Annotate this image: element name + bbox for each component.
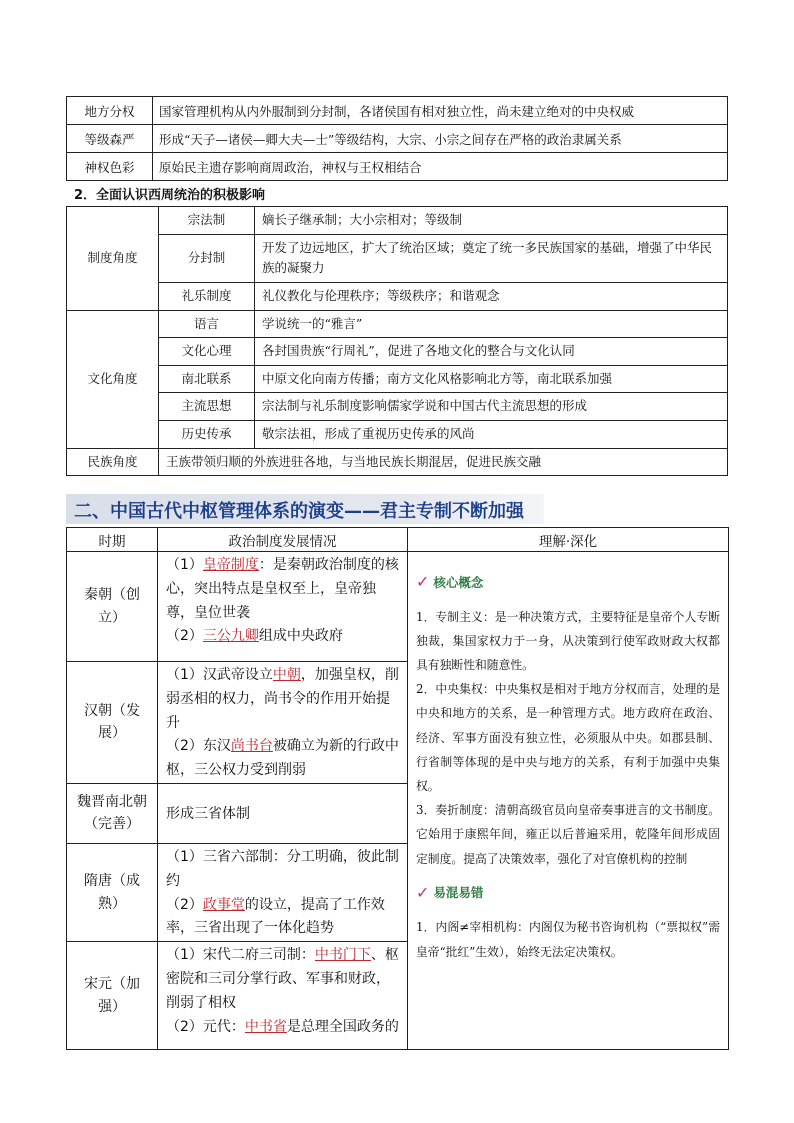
politics-line bbox=[166, 554, 399, 625]
content-cell: 嫡长子继承制；大小宗相对；等级制 bbox=[255, 207, 728, 235]
politics-line bbox=[166, 625, 399, 649]
content-cell: 敬宗法祖，形成了重视历史传承的风尚 bbox=[255, 421, 728, 449]
subcategory-cell: 宗法制 bbox=[159, 207, 255, 235]
heading-text: 核心概念 bbox=[433, 574, 484, 590]
line-text: 的设立，提高了工作效率，三省出现了一体化趋势 bbox=[166, 896, 385, 937]
header-politics: 政治制度发展情况 bbox=[158, 528, 408, 552]
line-text: （2）元代： bbox=[166, 1018, 245, 1035]
table-row bbox=[67, 552, 729, 662]
content-cell: 王族带领归顺的外族进驻各地，与当地民族长期混居，促进民族交融 bbox=[159, 448, 728, 476]
content-cell: 学说统一的“雅言” bbox=[255, 310, 728, 338]
subcategory-cell: 语言 bbox=[159, 310, 255, 338]
concept-item: 1．专制主义：是一种决策方式，主要特征是皇帝个人专断独裁，集国家权力于一身，从决策到行使军政财政大权都具有独断性和随意性。 bbox=[416, 609, 720, 673]
keyword: 中书省 bbox=[244, 1018, 287, 1035]
subcategory-cell: 主流思想 bbox=[159, 393, 255, 421]
line-text: （1）汉武帝设立 bbox=[166, 667, 273, 683]
evolution-table bbox=[66, 527, 729, 1050]
table-row bbox=[67, 448, 728, 476]
feature-value: 形成“天子—诸侯—卿大夫—士”等级结构，大宗、小宗之间存在严格的政治隶属关系 bbox=[153, 125, 728, 153]
header-row bbox=[67, 528, 729, 552]
line-text: （2） bbox=[166, 628, 203, 645]
politics-line bbox=[166, 846, 399, 894]
politics-cell bbox=[158, 783, 408, 843]
table-row bbox=[67, 365, 728, 393]
feature-key: 地方分权 bbox=[67, 97, 153, 125]
subcategory-cell: 历史传承 bbox=[159, 421, 255, 449]
table-row bbox=[67, 338, 728, 366]
header-deep: 理解·深化 bbox=[408, 528, 729, 552]
period-cell: 魏晋南北朝（完善） bbox=[67, 783, 158, 843]
line-text: （1）三省六部制：分工明确，彼此制约 bbox=[166, 848, 399, 889]
feature-value: 原始民主遗存影响商周政治，神权与王权相结合 bbox=[153, 153, 728, 181]
line-text: 被确立为新的行政中枢，三公权力受到削弱 bbox=[166, 738, 399, 779]
subcategory-cell: 文化心理 bbox=[159, 338, 255, 366]
politics-cell bbox=[158, 942, 408, 1050]
line-text: 形成三省体制 bbox=[166, 805, 250, 822]
influence-table bbox=[66, 206, 728, 476]
politics-cell bbox=[158, 843, 408, 941]
period-cell: 秦朝（创立） bbox=[67, 552, 158, 662]
politics-line bbox=[166, 735, 399, 783]
politics-line bbox=[166, 944, 399, 1015]
keyword: 中朝 bbox=[272, 667, 301, 683]
line-text: （2）东汉 bbox=[166, 738, 231, 755]
table-row bbox=[67, 97, 728, 125]
content-cell: 开发了边远地区，扩大了统治区域；奠定了统一多民族国家的基础，增强了中华民族的凝聚力 bbox=[255, 234, 728, 282]
keyword: 三公九卿 bbox=[202, 628, 259, 645]
subcategory-cell: 礼乐制度 bbox=[159, 282, 255, 310]
line-text: ：是秦朝政治制度的核心，突出特点是皇权至上，皇帝独尊，皇位世袭 bbox=[166, 557, 399, 621]
category-cell: 制度角度 bbox=[67, 207, 159, 311]
content-cell: 中原文化向南方传播；南方文化风格影响北方等，南北联系加强 bbox=[255, 365, 728, 393]
content-cell: 宗法制与礼乐制度影响儒家学说和中国古代主流思想的形成 bbox=[255, 393, 728, 421]
period-cell: 汉朝（发展） bbox=[67, 662, 158, 784]
politics-cell bbox=[158, 662, 408, 784]
confusion-item: 1．内阁≠宰相机构：内阁仅为秘书咨询机构（“票拟权”需皇帝“批红”生效），始终无法定决策权。 bbox=[416, 920, 720, 959]
politics-line bbox=[166, 1016, 399, 1040]
feature-key: 神权色彩 bbox=[67, 153, 153, 181]
politics-line bbox=[166, 664, 399, 735]
concept-item: 3．奏折制度：清朝高级官员向皇帝奏事进言的文书制度。它始用于康熙年间，雍正以后普遍采用，乾隆年间形成固定制度。提高了决策效率，强化了对官僚机构的控制 bbox=[416, 803, 720, 866]
table-row bbox=[67, 282, 728, 310]
check-icon: ✓ bbox=[416, 572, 430, 591]
section-banner bbox=[66, 494, 544, 524]
line-text: ，加强皇权，削弱丞相的权力，尚书令的作用开始提升 bbox=[166, 667, 399, 731]
line-text: 组成中央政府 bbox=[258, 628, 343, 645]
subcategory-cell: 分封制 bbox=[159, 234, 255, 282]
understanding-cell bbox=[408, 552, 729, 1050]
period-cell: 隋唐（成熟） bbox=[67, 843, 158, 941]
table-row bbox=[67, 153, 728, 181]
category-cell: 民族角度 bbox=[67, 448, 159, 476]
heading-text: 易混易错 bbox=[433, 885, 484, 901]
check-icon: ✓ bbox=[416, 882, 430, 902]
table-row bbox=[67, 393, 728, 421]
table-row bbox=[67, 125, 728, 153]
keyword: 中书门下 bbox=[314, 947, 371, 964]
table-row bbox=[67, 207, 728, 235]
content-cell: 各封国贵族“行周礼”，促进了各地文化的整合与文化认同 bbox=[255, 338, 728, 366]
politics-cell bbox=[158, 552, 408, 662]
concept-item: 2．中央集权：中央集权是相对于地方分权而言，处理的是中央和地方的关系，是一种管理方式。地方政府在政治、经济、军事方面没有独立性，必须服从中央。如郡县制、行省制等体现的是中央与地方的关系，有利于加强中央集权。 bbox=[416, 682, 720, 793]
line-text: 是总理全国政务的 bbox=[286, 1018, 399, 1035]
core-concept-heading bbox=[416, 566, 720, 599]
keyword: 尚书台 bbox=[230, 738, 273, 755]
category-cell: 文化角度 bbox=[67, 310, 159, 448]
keyword: 政事堂 bbox=[202, 896, 245, 913]
line-text: （1） bbox=[166, 557, 203, 573]
keyword: 皇帝制度 bbox=[202, 557, 259, 573]
period-cell: 宋元（加强） bbox=[67, 942, 158, 1050]
feature-table bbox=[66, 96, 728, 181]
feature-value: 国家管理机构从内外服制到分封制，各诸侯国有相对独立性，尚未建立绝对的中央权威 bbox=[153, 97, 728, 125]
header-period: 时期 bbox=[67, 528, 158, 552]
content-cell: 礼仪教化与伦理秩序；等级秩序；和谐观念 bbox=[255, 282, 728, 310]
politics-line bbox=[166, 894, 399, 942]
table-row bbox=[67, 234, 728, 282]
feature-key: 等级森严 bbox=[67, 125, 153, 153]
line-text: （1）宋代二府三司制： bbox=[166, 947, 315, 964]
line-text: （2） bbox=[166, 896, 203, 913]
section-heading: 2．全面认识西周统治的积极影响 bbox=[74, 188, 266, 203]
banner-title: 二、中国古代中枢管理体系的演变——君主专制不断加强 bbox=[74, 501, 524, 522]
table-row bbox=[67, 421, 728, 449]
subcategory-cell: 南北联系 bbox=[159, 365, 255, 393]
confusion-heading bbox=[416, 877, 720, 910]
table-row bbox=[67, 310, 728, 338]
line-text: 、枢密院和三司分掌行政、军事和财政，削弱了相权 bbox=[166, 947, 399, 1011]
